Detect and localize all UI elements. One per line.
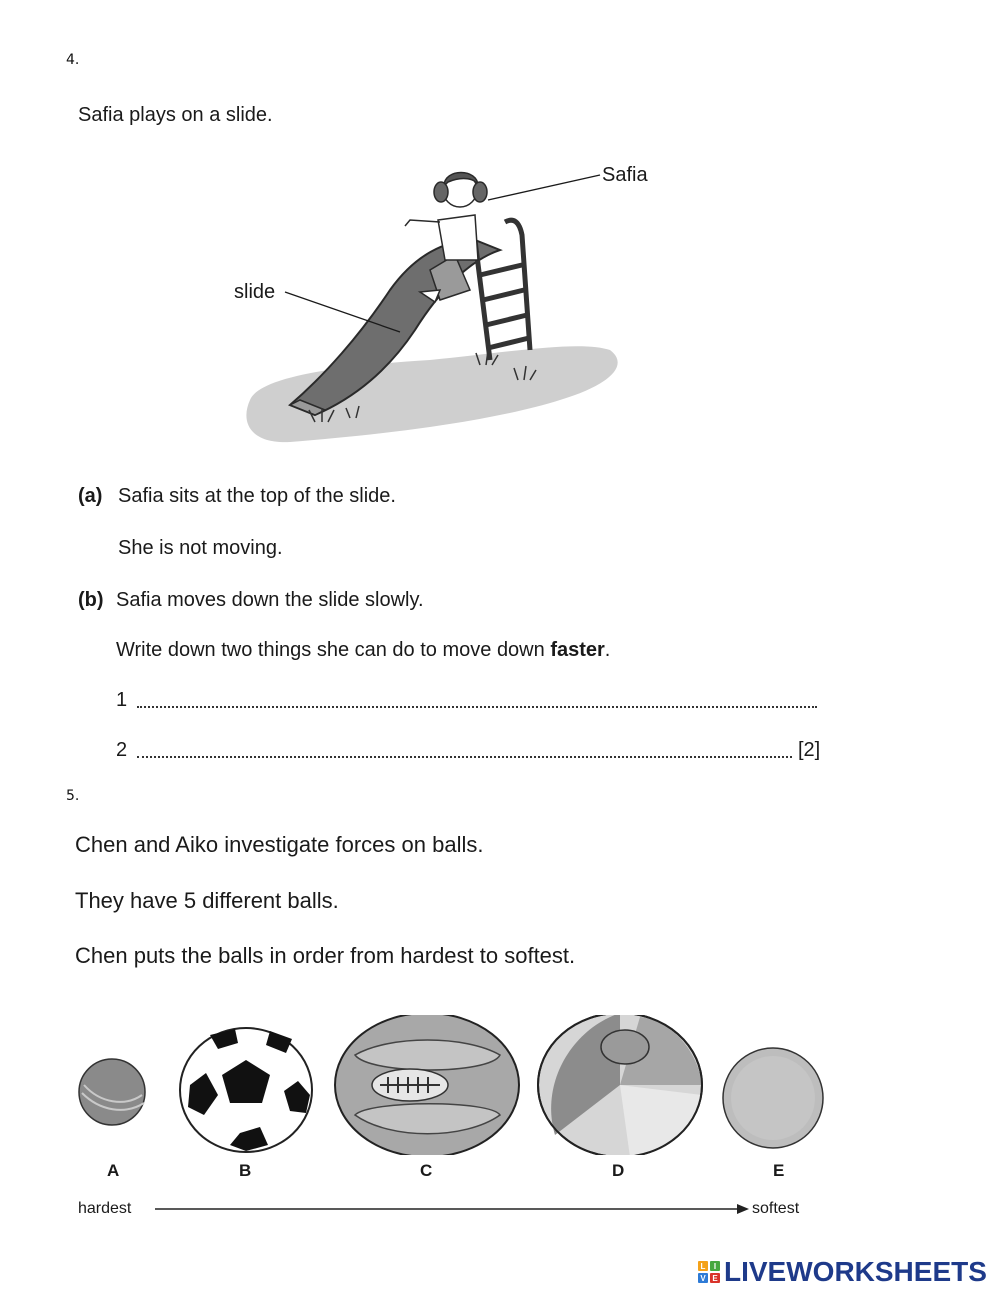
ball-d-beach <box>538 1015 702 1155</box>
answer-1-number: 1 <box>116 689 128 711</box>
q5-line2: They have 5 different balls. <box>75 888 339 913</box>
answer-2-number: 2 <box>116 739 128 761</box>
ball-e-soft <box>723 1048 823 1148</box>
answer-1-line[interactable] <box>137 706 817 708</box>
ball-c-leather <box>335 1015 519 1155</box>
ball-label-b: B <box>239 1161 252 1180</box>
q5-line1: Chen and Aiko investigate forces on balls. <box>75 832 484 857</box>
ladder <box>475 220 530 360</box>
q4-intro: Safia plays on a slide. <box>78 104 273 126</box>
ball-label-e: E <box>773 1161 785 1180</box>
ball-label-d: D <box>612 1161 625 1180</box>
ball-label-a: A <box>107 1161 120 1180</box>
label-safia: Safia <box>602 164 648 186</box>
balls-illustration <box>70 1015 840 1155</box>
part-a-line1: Safia sits at the top of the slide. <box>118 485 396 507</box>
slide-illustration <box>230 160 670 455</box>
question-5-number: 5. <box>66 788 80 804</box>
scale-hardest: hardest <box>78 1200 132 1217</box>
ball-a-cricket <box>79 1059 145 1125</box>
ball-label-c: C <box>420 1161 433 1180</box>
ball-b-football <box>180 1028 312 1152</box>
part-b-label: (b) <box>78 589 104 611</box>
liveworksheets-logo[interactable] <box>698 1256 987 1288</box>
scale-arrow <box>155 1202 750 1216</box>
logo-mark-icon: L I V E <box>698 1261 720 1283</box>
part-a-line2: She is not moving. <box>118 537 283 559</box>
part-b-line1: Safia moves down the slide slowly. <box>116 589 424 611</box>
scale-softest: softest <box>752 1200 800 1217</box>
question-4-number: 4. <box>66 52 80 68</box>
brand-text: LIVEWORKSHEETS <box>724 1256 987 1287</box>
q5-line3: Chen puts the balls in order from hardest to softest. <box>75 943 576 968</box>
part-b-prompt: Write down two things she can do to move down faster. <box>116 639 611 661</box>
marks-label: [2] <box>798 739 821 761</box>
part-a-label: (a) <box>78 485 103 507</box>
label-slide: slide <box>234 281 276 303</box>
answer-2-line[interactable] <box>137 756 792 758</box>
